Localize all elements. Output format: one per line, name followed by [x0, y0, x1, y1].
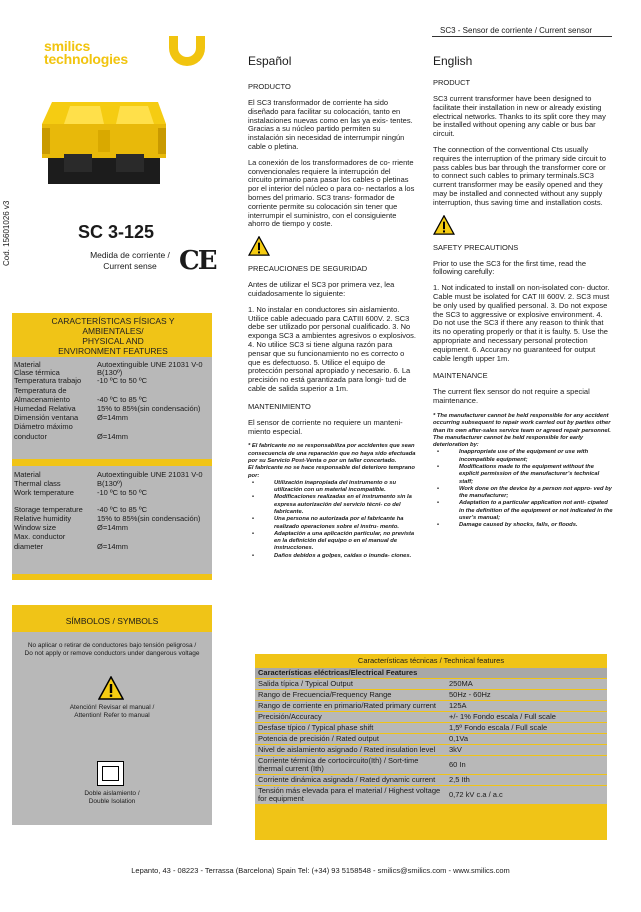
- product-paragraph-es: La conexión de los transformadores de co- rriente convencionales requiere la interrupción del circuito primario para pasar los cables o pletinas por el interior del núcleo o para co- nectarlos a los bornes del primario. SC3 trans- formador de corriente permite su colocación sin tener que interrumpir el suministro, con el consiguiente ahorro de tiempo y coste.: [248, 157, 415, 229]
- characteristics-title-line: ENVIRONMENT FEATURES: [58, 346, 168, 356]
- table-row: [255, 712, 607, 723]
- safety-heading-en: SAFETY PRECAUTIONS: [433, 242, 519, 252]
- disclaimer-item: • Adaptación a una aplicación particular, no prevista en la definición del equipo o en el manual de instrucciones.: [248, 531, 416, 553]
- disclaimer-item: • Work done on the device by a person not appro- ved by the manufacturer;: [433, 486, 613, 501]
- warning-triangle-icon: [98, 676, 124, 700]
- table-cell: Rango de Frecuencia/Frequency Range: [255, 690, 445, 701]
- document-header-title: SC3 - Sensor de corriente / Current sensor: [440, 26, 593, 35]
- table-cell: Corriente térmica de cortocircuito(Ith) / Sort-time thermal current (Ith): [255, 756, 445, 775]
- product-heading-en: PRODUCT: [433, 78, 471, 87]
- table-row: [255, 756, 607, 775]
- double-isolation-icon: [97, 761, 124, 786]
- table-row: [255, 679, 607, 690]
- table-cell: 60 In: [445, 756, 607, 775]
- disclaimer-paragraph: The manufacturer cannot be held responsible for early deterioration by:: [433, 434, 584, 449]
- table-cell: Características eléctricas/Electrical Features: [255, 668, 445, 679]
- disclaimer-item: • Modificaciones realizadas en el instrumento sin la expresa autorización del servicio técni- co del fabricante.: [248, 494, 416, 516]
- logo-text-line1: smilics: [44, 38, 91, 54]
- symbol-text-es: No aplicar o retirar de conductores bajo tensión peligrosa /: [27, 642, 197, 649]
- model-subtitle: [80, 250, 180, 272]
- table-cell: +/- 1% Fondo escala / Full scale: [445, 712, 607, 723]
- language-heading-en: English: [433, 54, 473, 68]
- symbols-title: SÍMBOLOS / SYMBOLS: [65, 616, 159, 626]
- table-cell: 50Hz - 60Hz: [445, 690, 607, 701]
- characteristics-title: [28, 316, 198, 356]
- current-sensor-photo: [34, 96, 174, 188]
- table-cell: Rango de corriente en primario/Rated primary current: [255, 701, 445, 712]
- symbol-text-es: Doble aislamiento /: [84, 790, 140, 797]
- footer-contact: Lepanto, 43 - 08223 - Terrassa (Barcelona) Spain Tel: (+34) 93 5158548 - smilics@smilics.com - www.smilics.com: [131, 866, 510, 875]
- disclaimer-es: [248, 443, 416, 560]
- characteristics-title-line: AMBIENTALES/: [82, 326, 144, 336]
- ce-mark: CE: [179, 246, 216, 276]
- table-cell: Salida típica / Typical Output: [255, 679, 445, 690]
- spanish-column: [248, 54, 416, 560]
- disclaimer-item: • Inappropriate use of the equipment or use with incompatible equipment;: [433, 449, 613, 464]
- disclaimer-item: • Una persona no autorizada por el fabricante ha realizado operaciones sobre el instru- mento.: [248, 516, 416, 531]
- technical-features-table: [255, 668, 607, 805]
- safety-intro-en: Prior to use the SC3 for the first time, read the following carefully:: [433, 258, 586, 277]
- symbol-double-isolation-text: [12, 790, 212, 806]
- product-paragraph-en: SC3 current transformer have been designed to facilitate their installation in new or already existing electrical networks. Thanks to its split core they may be installed without opening any cable or bus bar circuit.: [433, 94, 606, 139]
- table-cell: 125A: [445, 701, 607, 712]
- disclaimer-item: • Damage caused by shocks, falls, or floods.: [433, 522, 613, 529]
- language-heading-es: Español: [248, 54, 292, 68]
- disclaimer-item: • Adaptation to a particular application not anti- cipated in the definition of the equipment or not indicated in the user’s manual;: [433, 500, 613, 522]
- table-row: [255, 775, 607, 786]
- disclaimer-item: • Utilización inapropiada del instrumento o su utilización con un material incompatible.: [248, 480, 416, 495]
- maintenance-text-en: The current flex sensor do not require a special maintenance.: [433, 387, 590, 406]
- characteristics-title-line: PHYSICAL AND: [82, 336, 144, 346]
- symbol-text-es: Atención! Revisar el manual /: [69, 704, 155, 711]
- warning-triangle-icon: [248, 236, 270, 256]
- product-paragraph-es: El SC3 transformador de corriente ha sido diseñado para facilitar su colocación, tanto en instalaciones nuevas como en las ya exis- tentes. Gracias a su núcleo partido permiten su instalación sin necesidad de interrumpir ningún cable o pletina.: [248, 98, 413, 151]
- table-row: [255, 786, 607, 805]
- table-header-row: [255, 668, 607, 679]
- smilics-logo: [44, 40, 204, 76]
- table-cell: 2,5 Ith: [445, 775, 607, 786]
- table-cell: 3kV: [445, 745, 607, 756]
- disclaimer-paragraph: * El fabricante no se responsabiliza por accidentes que sean consecuencia de una reparación que no haya sido efectuada por su Servicio Post-Venta o por un taller concertado.: [248, 443, 416, 464]
- table-cell: 0,1Va: [445, 734, 607, 745]
- safety-heading-es: PRECAUCIONES DE SEGURIDAD: [248, 264, 368, 274]
- table-row: [255, 734, 607, 745]
- english-column: [433, 54, 613, 530]
- model-subtitle-es: Medida de corriente /: [90, 250, 170, 260]
- disclaimer-paragraph: * The manufacturer cannot be held responsible for any accident occurring subsequent to repair work carried out by parties other than its own after-sales service team or agreed repair personnel.: [433, 412, 611, 434]
- warning-triangle-icon: [433, 215, 455, 235]
- table-cell: 1,5º Fondo escala / Full scale: [445, 723, 607, 734]
- product-paragraph-en: The connection of the conventional Cts usually requires the interruption of the primary side circuit to pass cables bus bar through the transformer core or to connect such cables to primary terminals.SC3 current transformer may be easily opened and they may be installed and connected without any supply interruption, thus saving time and installation costs.: [433, 144, 606, 207]
- table-cell: 250MA: [445, 679, 607, 690]
- symbol-text-en: Do not apply or remove conductors under dangerous voltage: [24, 650, 200, 657]
- header-rule: [432, 36, 612, 37]
- product-code: Cod. 15601026 v3: [2, 200, 11, 266]
- table-row: [255, 723, 607, 734]
- table-cell: Nivel de aislamiento asignado / Rated insulation level: [255, 745, 445, 756]
- table-cell: 0,72 kV c.a / a.c: [445, 786, 607, 805]
- maintenance-heading-en: MAINTENANCE: [433, 371, 488, 381]
- characteristics-title-line: CARACTERÍSTICAS FÍSICAS Y: [51, 316, 175, 326]
- symbol-attention-text: [12, 704, 212, 720]
- model-name: SC 3-125: [78, 222, 155, 242]
- table-row: [255, 745, 607, 756]
- model-subtitle-en: Current sense: [103, 261, 157, 271]
- product-heading-es: PRODUCTO: [248, 82, 291, 91]
- table-row: [255, 690, 607, 701]
- logo-text-line2: technologies: [44, 51, 128, 67]
- symbol-dangerous-voltage-text: [12, 642, 212, 658]
- safety-intro-es: Antes de utilizar el SC3 por primera vez, lea cuidadosamente lo siguiente:: [248, 280, 395, 298]
- technical-features-title: Características técnicas / Technical features: [357, 656, 505, 665]
- safety-list-es: 1. No instalar en conductores sin aislamiento. Utilice cable adecuado para CATIII 600V. 2. SC3 debe ser utilizado por personal cualificado. 3. No exponga SC3 a ambientes agresivos o explosivos. 4. No utilice SC3 si tiene alguna razón para pensar que su funcionamiento no es correcto o que es defectuoso. 5. Utilice el equipo de protección personal apropiado y necesario. 6. La precisión no está garantizada para longi- tud de cable de salida superior a 1m.: [248, 304, 417, 393]
- symbol-text-en: Attention! Refer to manual: [74, 712, 150, 719]
- disclaimer-item: • Daños debidos a golpes, caídas o inunda- ciones.: [248, 553, 416, 560]
- table-cell: Precisión/Accuracy: [255, 712, 445, 723]
- table-row: [255, 701, 607, 712]
- maintenance-text-es: El sensor de corriente no requiere un manteni- miento especial.: [248, 417, 403, 436]
- table-cell: Tensión más elevada para el material / Highest voltage for equipment: [255, 786, 445, 805]
- disclaimer-en: [433, 413, 613, 530]
- disclaimer-paragraph: El fabricante no se hace responsable del deterioro temprano por:: [248, 465, 415, 479]
- disclaimer-item: • Modifications made to the equipment without the explicit permission of the manufacturer’s technical staff;: [433, 464, 613, 486]
- safety-list-en: 1. Not indicated to install on non-isolated con- ductor. Cable must be isolated for CAT III 600V. 2. SC3 must be only used by qualified personal. 3. Do not expose the SC3 to aggressive or explosive environment. 4. Do not use the SC3 if there any reason to think that its no operating properly or that it is faulty. 5. Use the appropriate and necessary personal protection equipment. 6. Accuracy no guaranteed for output cable length upper 1m.: [433, 283, 610, 363]
- table-cell: Corriente dinámica asignada / Rated dynamic current: [255, 775, 445, 786]
- maintenance-heading-es: MANTENIMIENTO: [248, 401, 311, 411]
- symbol-text-en: Double Isolation: [88, 798, 136, 805]
- table-cell: Desfase típico / Typical phase shift: [255, 723, 445, 734]
- table-cell: [445, 668, 607, 679]
- table-cell: Potencia de precisión / Rated output: [255, 734, 445, 745]
